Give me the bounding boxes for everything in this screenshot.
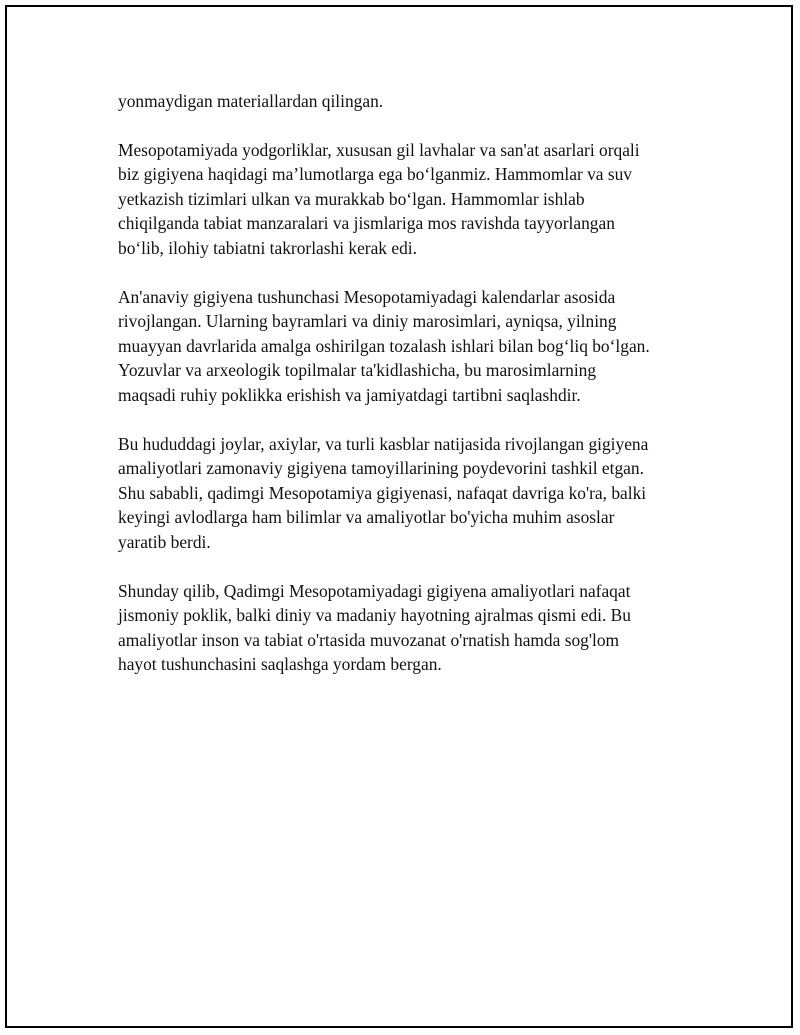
paragraph-5 [118, 579, 718, 677]
paragraph-line: yonmaydigan materiallardan qilingan. [118, 91, 384, 111]
paragraph-line: Shu sababli, qadimgi Mesopotamiya gigiyenasi, nafaqat davriga ko'ra, balki [118, 482, 647, 503]
paragraph-line: Mesopotamiyada yodgorliklar, xususan gil lavhalar va san'at asarlari orqali [118, 139, 640, 160]
paragraph-1 [118, 89, 718, 114]
paragraph-line: Yozuvlar va arxeologik topilmalar ta'kidlashicha, bu marosimlarning [118, 360, 597, 381]
paragraph-line: amaliyotlar inson va tabiat o'rtasida muvozanat o'rnatish hamda sog'lom [118, 629, 620, 650]
paragraph-2 [118, 138, 718, 261]
document-body [118, 89, 718, 701]
paragraph-3 [118, 285, 718, 408]
paragraph-line: bo‘lib, ilohiy tabiatni takrorlashi kerak edi. [118, 237, 417, 258]
paragraph-line: Shunday qilib, Qadimgi Mesopotamiyadagi gigiyena amaliyotlari nafaqat [118, 580, 631, 601]
paragraph-line: amaliyotlari zamonaviy gigiyena tamoyillarining poydevorini tashkil etgan. [118, 458, 644, 479]
paragraph-line: Bu hududdagi joylar, axiylar, va turli kasblar natijasida rivojlangan gigiyena [118, 433, 649, 454]
paragraph-line: chiqilganda tabiat manzaralari va jismlariga mos ravishda tayyorlangan [118, 213, 615, 234]
paragraph-line: yaratib berdi. [118, 531, 211, 552]
paragraph-line: yetkazish tizimlari ulkan va murakkab bo‘lgan. Hammomlar ishlab [118, 188, 585, 209]
paragraph-line: keyingi avlodlarga ham bilimlar va amaliyotlar bo'yicha muhim asoslar [118, 507, 615, 528]
paragraph-line: jismoniy poklik, balki diniy va madaniy hayotning ajralmas qismi edi. Bu [118, 605, 631, 626]
paragraph-line: biz gigiyena haqidagi ma’lumotlarga ega bo‘lganmiz. Hammomlar va suv [118, 164, 633, 185]
paragraph-line: hayot tushunchasini saqlashga yordam bergan. [118, 654, 442, 675]
paragraph-line: rivojlangan. Ularning bayramlari va diniy marosimlari, ayniqsa, yilning [118, 311, 617, 332]
paragraph-line: An'anaviy gigiyena tushunchasi Mesopotamiyadagi kalendarlar asosida [118, 286, 616, 307]
paragraph-line: maqsadi ruhiy poklikka erishish va jamiyatdagi tartibni saqlashdir. [118, 384, 581, 405]
paragraph-line: muayyan davrlarida amalga oshirilgan tozalash ishlari bilan bog‘liq bo‘lgan. [118, 335, 650, 356]
paragraph-4 [118, 432, 718, 555]
